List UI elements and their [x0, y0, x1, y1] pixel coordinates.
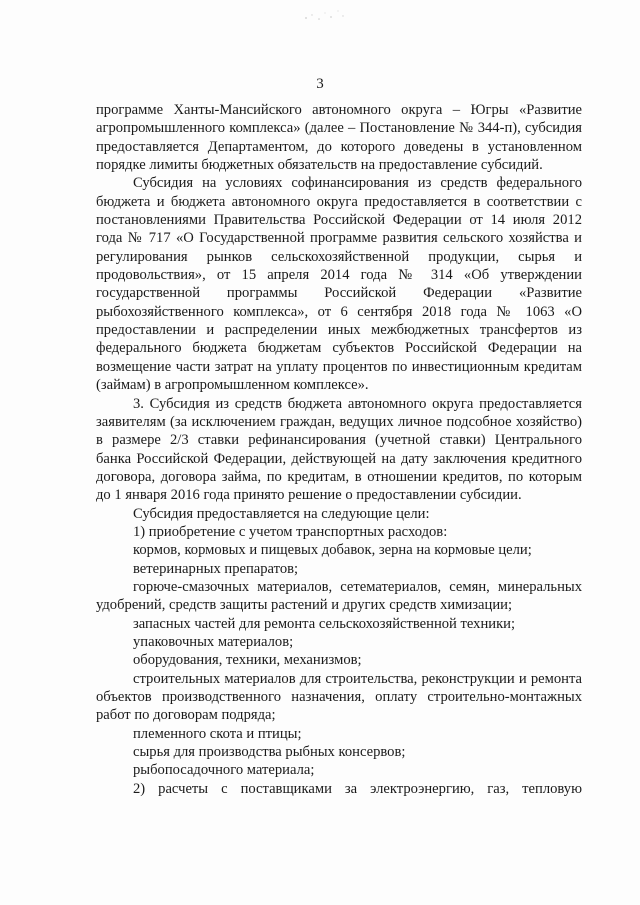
paragraph-cofinancing: Субсидия на условиях софинансирования из средств федерального бюджета и бюджета автономного округа предоставляется в соответствии с постановлениями Правительства Российской Федерации от 14 июля 2012 года № 717 «О Государственной программе развития сельского хозяйства и регулирования рынков сельскохозяйственной продукции, сырья и продовольствия», от 15 апреля 2014 года № 314 «Об утверждении государственной программы Российской Федерации «Развитие рыбохозяйственного комплекса», от 6 сентября 2018 года № 1063 «О предоставлении и распределении иных межбюджетных трансфертов из федерального бюджета бюджетам субъектов Российской Федерации на возмещение части затрат на уплату процентов по инвестиционным кредитам (займам) в агропромышленном комплексе».	[96, 175, 582, 394]
list-item-fish-stock: рыбопосадочного материала;	[133, 762, 315, 779]
list-item-1-purchase: 1) приобретение с учетом транспортных расходов:	[133, 523, 448, 540]
list-item-veterinary: ветеринарных препаратов;	[133, 560, 299, 577]
list-item-fish-raw: сырья для производства рыбных консервов;	[133, 744, 406, 761]
scan-speck-icon	[300, 6, 348, 24]
list-item-spare-parts: запасных частей для ремонта сельскохозяйственной техники;	[133, 615, 516, 632]
paragraph-goals-intro: Субсидия предоставляется на следующие цели:	[133, 505, 430, 522]
list-item-packaging: упаковочных материалов;	[133, 633, 294, 650]
body-text	[96, 101, 582, 798]
list-item-construction: строительных материалов для строительства, реконструкции и ремонта объектов производственного назначения, оплату строительно-монтажных работ по договорам подряда;	[96, 670, 582, 724]
paragraph-1-continuation: программе Ханты-Мансийского автономного округа – Югры «Развитие агропромышленного комплекса» (далее – Постановление № 344-п), субсидия предоставляется Департаментом, до которого доведены в установленном порядке лимиты бюджетных обязательств на предоставление субсидий.	[96, 102, 582, 174]
list-item-feed: кормов, кормовых и пищевых добавок, зерна на кормовые цели;	[133, 542, 532, 559]
list-item-2-settlements: 2) расчеты с поставщиками за электроэнергию, газ, тепловую	[133, 780, 582, 797]
list-item-livestock: племенного скота и птицы;	[133, 725, 302, 742]
list-item-equipment: оборудования, техники, механизмов;	[133, 652, 362, 669]
page-number: 3	[316, 76, 324, 92]
paragraph-3-subsidy: 3. Субсидия из средств бюджета автономного округа предоставляется заявителям (за исключением граждан, ведущих личное подсобное хозяйство) в размере 2/3 ставки рефинансирования (учетной ставки) Центрального банка Российской Федерации, действующей на дату заключения кредитного договора, договора займа, по кредитам, в отношении кредитов, по которым до 1 января 2016 года принято решение о предоставлении субсидии.	[96, 395, 582, 504]
list-item-fuel-fertilizers: горюче-смазочных материалов, сетематериалов, семян, минеральных удобрений, средств защиты растений и других средств химизации;	[96, 578, 582, 614]
